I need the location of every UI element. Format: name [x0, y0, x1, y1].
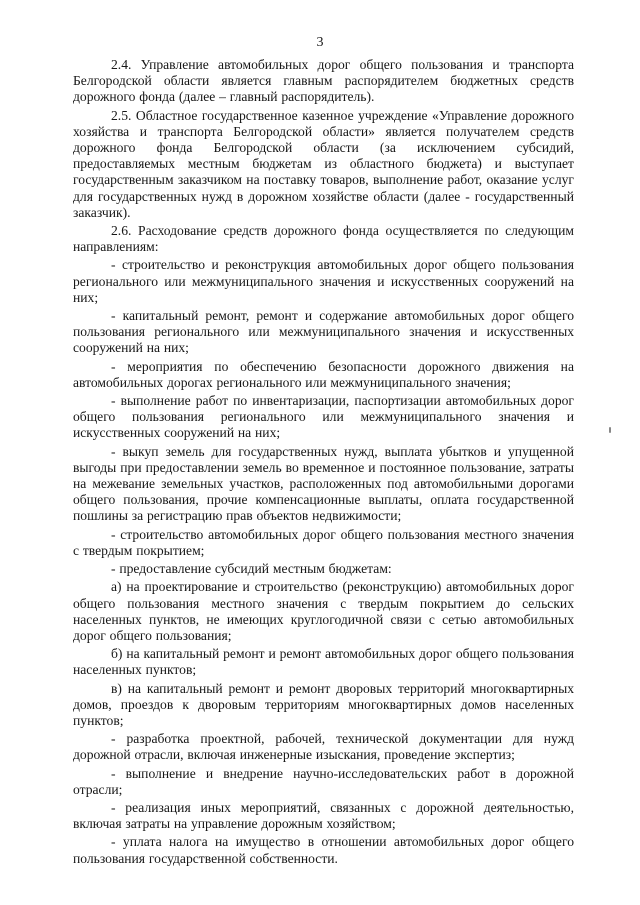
paragraph-2-6: 2.6. Расходование средств дорожного фонда осуществляется по следующим направлениям: [73, 223, 574, 255]
list-item: - предоставление субсидий местным бюджетам: [111, 561, 392, 577]
list-item: - строительство и реконструкция автомобильных дорог общего пользования регионального или межмуниципального значения и искусственных сооружений на них; [73, 257, 574, 305]
page-number: 3 [316, 35, 324, 50]
list-item: - выполнение и внедрение научно-исследовательских работ в дорожной отрасли; [73, 765, 574, 797]
paragraph-2-5: 2.5. Областное государственное казенное учреждение «Управление дорожного хозяйства и транспорта Белгородской области» является получателем средств дорожного фонда Белгородской области (за исключением субсидий, предоставляемых местным бюджетам из областного бюджета) и выступает государственным заказчиком на поставку товаров, выполнение работ, оказание услуг для государственных нужд в дорожном хозяйстве области (далее - государственный заказчик). [73, 107, 574, 220]
list-item: - капитальный ремонт, ремонт и содержание автомобильных дорог общего пользования регионального или межмуниципального значения и искусственных сооружений на них; [73, 308, 574, 356]
scan-speck [609, 427, 611, 433]
paragraph-2-4: 2.4. Управление автомобильных дорог общего пользования и транспорта Белгородской области является главным распорядителем бюджетных средств дорожного фонда (далее – главный распорядитель). [73, 57, 574, 105]
sub-item-v: в) на капитальный ремонт и ремонт дворовых территорий многоквартирных домов, проездов к дворовым территориям многоквартирных домов населенных пунктов; [73, 680, 574, 728]
list-item: - выполнение работ по инвентаризации, паспортизации автомобильных дорог общего пользования регионального или межмуниципального значения и искусственных сооружений на них; [73, 393, 574, 441]
list-item: - мероприятия по обеспечению безопасности дорожного движения на автомобильных дорогах регионального или межмуниципального значения; [73, 358, 574, 390]
list-item: - выкуп земель для государственных нужд, выплата убытков и упущенной выгоды при предоставлении земель во временное и постоянное пользование, затраты на межевание земельных участков, расположенных под автомобильными дорогами общего пользования, прочие компенсационные выплаты, оплата государственной пошлины за регистрацию прав объектов недвижимости; [73, 443, 574, 524]
sub-item-b: б) на капитальный ремонт и ремонт автомобильных дорог общего пользования населенных пунктов; [73, 646, 574, 678]
sub-item-a: а) на проектирование и строительство (реконструкцию) автомобильных дорог общего пользования местного значения с твердым покрытием до сельских населенных пунктов, не имеющих круглогодичной связи с сетью автомобильных дорог общего пользования; [73, 579, 574, 643]
document-body [73, 57, 574, 867]
list-item: - строительство автомобильных дорог общего пользования местного значения с твердым покрытием; [73, 526, 574, 558]
list-item: - разработка проектной, рабочей, технической документации для нужд дорожной отрасли, включая инженерные изыскания, проведение экспертиз; [73, 731, 574, 763]
list-item: - реализация иных мероприятий, связанных с дорожной деятельностью, включая затраты на управление дорожным хозяйством; [73, 799, 574, 832]
list-item: - уплата налога на имущество в отношении автомобильных дорог общего пользования государственной собственности. [73, 834, 574, 866]
